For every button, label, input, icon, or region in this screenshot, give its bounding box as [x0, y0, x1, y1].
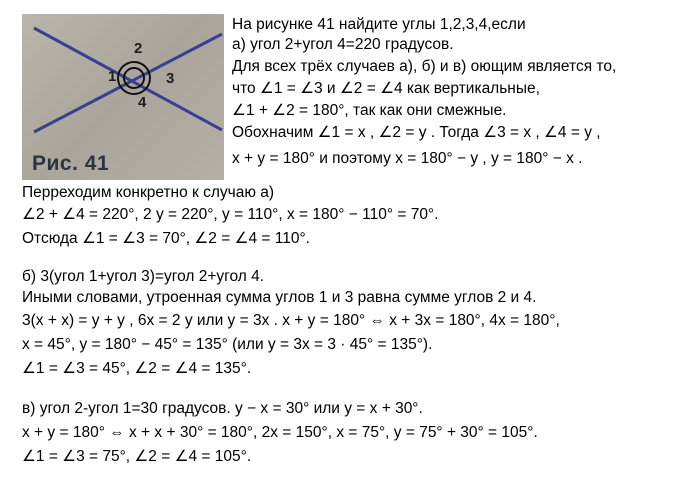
case-a-solution: ∠2 + ∠4 = 220°, 2 y = 220°, y = 110°, x = 180° − 110° = 70°.	[22, 206, 439, 223]
general-note: Для всех трёх случаев а), б) и в) оющим является то,	[232, 58, 617, 75]
notation-line: Обохначим ∠1 = x , ∠2 = y . Тогда ∠3 = x , ∠4 = y ,	[232, 124, 601, 141]
case-c-statement: в) угол 2-угол 1=30 градусов. y − x = 30° или y = x + 30°.	[22, 400, 423, 417]
vertical-angles-note: что ∠1 = ∠3 и ∠2 = ∠4 как вертикальные,	[232, 80, 540, 97]
angle-label-1: 1	[108, 68, 117, 85]
case-b-solution-1: 3(x + x) = y + y , 6x = 2 y или y = 3x . x + y = 180° ⇔ x + 3x = 180°, 4x = 180°,	[22, 312, 560, 329]
angle-arc-outer	[118, 62, 150, 94]
angle-label-4: 4	[138, 94, 147, 111]
angle-label-2: 2	[134, 40, 143, 57]
line-a	[34, 28, 222, 130]
case-a-answer: Отсюда ∠1 = ∠3 = 70°, ∠2 = ∠4 = 110°.	[22, 230, 310, 247]
case-a-heading: Перреходим конкретно к случаю а)	[22, 184, 275, 201]
case-c-answer: ∠1 = ∠3 = 75°, ∠2 = ∠4 = 105°.	[22, 448, 252, 465]
relation-line: x + y = 180° и поэтому x = 180° − y , y = 180° − x .	[232, 150, 583, 167]
case-b-solution-2: x = 45°, y = 180° − 45° = 135° (или y = 3x = 3 · 45° = 135°).	[22, 336, 433, 353]
problem-statement: На рисунке 41 найдите углы 1,2,3,4,если	[232, 16, 526, 33]
figure-caption: Рис. 41	[32, 152, 110, 175]
case-b-explanation: Иными словами, утроенная сумма углов 1 и 3 равна сумме углов 2 и 4.	[22, 289, 537, 306]
adjacent-angles-note: ∠1 + ∠2 = 180°, так как они смежные.	[232, 102, 507, 119]
case-a-statement: а) угол 2+угол 4=220 градусов.	[232, 36, 454, 53]
case-c-solution: x + y = 180° ⇔ x + x + 30° = 180°, 2x = 150°, x = 75°, y = 75° + 30° = 105°.	[22, 424, 538, 441]
case-b-statement: б) 3(угол 1+угол 3)=угол 2+угол 4.	[22, 268, 265, 285]
case-b-answer: ∠1 = ∠3 = 45°, ∠2 = ∠4 = 135°.	[22, 360, 252, 377]
figure-41-photo	[22, 14, 224, 180]
angle-label-3: 3	[166, 70, 175, 87]
line-b	[34, 34, 222, 132]
